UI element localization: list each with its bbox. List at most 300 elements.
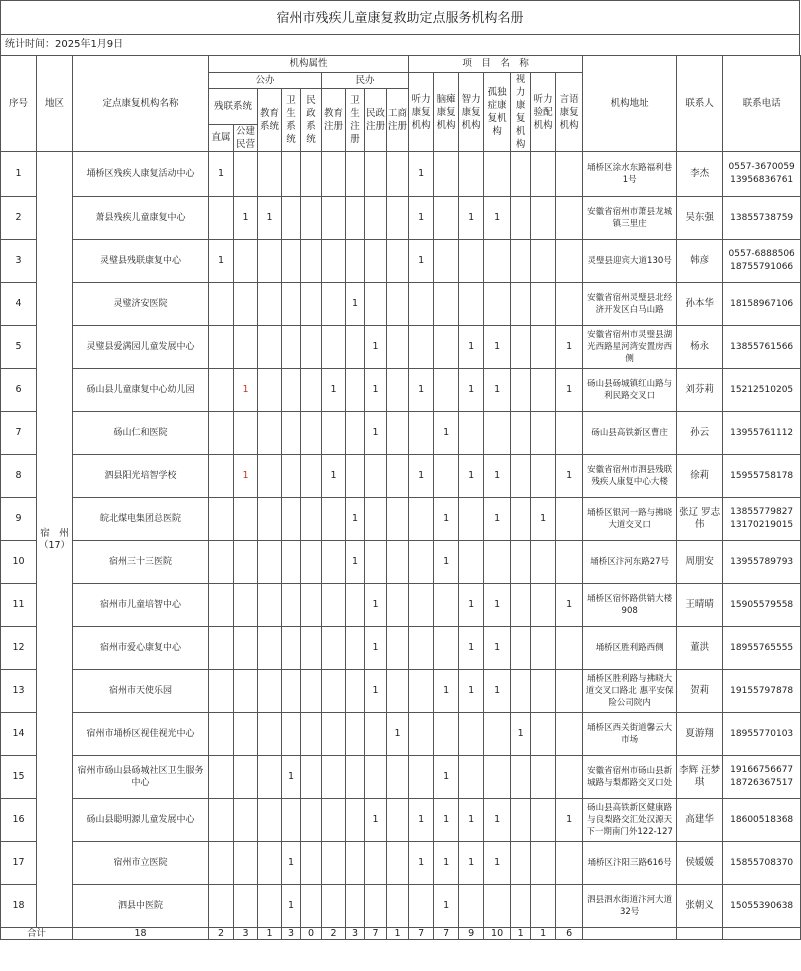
cell-attr <box>322 152 346 197</box>
cell-attr <box>209 670 234 713</box>
header-gongjian: 公建民营 <box>234 125 258 152</box>
cell-attr <box>234 842 258 885</box>
cell-attr <box>387 412 409 455</box>
cell-project <box>484 240 511 283</box>
cell-project <box>531 670 556 713</box>
phone-line-1: 18158967106 <box>730 298 794 309</box>
cell-project: 1 <box>484 842 511 885</box>
cell-attr <box>282 455 301 498</box>
cell-seq: 18 <box>1 885 37 928</box>
cell-project <box>531 152 556 197</box>
cell-attr <box>301 369 322 412</box>
cell-attr <box>301 627 322 670</box>
table-row <box>1 885 801 928</box>
cell-project: 1 <box>459 799 484 842</box>
cell-attr <box>387 240 409 283</box>
cell-project <box>459 240 484 283</box>
cell-seq: 6 <box>1 369 37 412</box>
table-row <box>1 283 801 326</box>
cell-attr: 1 <box>234 197 258 240</box>
cell-attr <box>346 842 365 885</box>
header-p-civil: 民政注册 <box>365 89 387 152</box>
cell-project <box>556 670 583 713</box>
cell-address: 埇桥区汴阳三路616号 <box>583 842 677 885</box>
cell-seq: 2 <box>1 197 37 240</box>
cell-project: 1 <box>556 799 583 842</box>
cell-attr <box>346 412 365 455</box>
cell-project <box>409 584 434 627</box>
cell-project <box>511 799 531 842</box>
cell-project <box>409 412 434 455</box>
cell-institution-name: 砀山仁和医院 <box>73 412 209 455</box>
cell-attr <box>387 885 409 928</box>
cell-contact: 贺莉 <box>677 670 723 713</box>
cell-attr <box>209 541 234 584</box>
phone-line-2: 18726367517 <box>730 778 794 788</box>
total-project: 9 <box>459 928 484 940</box>
cell-project <box>484 283 511 326</box>
cell-attr: 1 <box>365 670 387 713</box>
cell-project <box>459 412 484 455</box>
cell-attr <box>322 670 346 713</box>
cell-attr <box>301 412 322 455</box>
cell-project <box>511 152 531 197</box>
table-row <box>1 498 801 541</box>
header-vision: 视力康复机构 <box>511 73 531 152</box>
cell-attr <box>387 799 409 842</box>
cell-institution-name: 泗县中医院 <box>73 885 209 928</box>
cell-attr <box>258 240 282 283</box>
cell-attr <box>234 412 258 455</box>
cell-attr <box>346 369 365 412</box>
cell-attr <box>282 627 301 670</box>
cell-phone <box>723 240 801 283</box>
header-intel: 智力康复机构 <box>459 73 484 152</box>
cell-project <box>511 842 531 885</box>
cell-attr: 1 <box>209 240 234 283</box>
cell-attr <box>346 326 365 369</box>
stat-time: 统计时间：2025年1月9日 <box>0 35 800 55</box>
cell-phone <box>723 498 801 541</box>
cell-project <box>484 885 511 928</box>
table-row <box>1 842 801 885</box>
cell-institution-name: 宿州市儿童培智中心 <box>73 584 209 627</box>
cell-contact: 吴东强 <box>677 197 723 240</box>
header-cdpf: 残联系统 <box>209 89 258 125</box>
cell-attr <box>234 756 258 799</box>
cell-contact: 夏游翔 <box>677 713 723 756</box>
cell-attr <box>301 541 322 584</box>
cell-project <box>484 412 511 455</box>
cell-project: 1 <box>484 326 511 369</box>
cell-contact: 高建华 <box>677 799 723 842</box>
cell-project <box>531 584 556 627</box>
cell-institution-name: 灵璧县残联康复中心 <box>73 240 209 283</box>
cell-attr <box>301 885 322 928</box>
cell-address: 埇桥区涂水东路福利巷1号 <box>583 152 677 197</box>
cell-seq: 3 <box>1 240 37 283</box>
cell-project <box>531 713 556 756</box>
cell-project: 1 <box>459 197 484 240</box>
total-attr: 1 <box>258 928 282 940</box>
cell-attr <box>387 197 409 240</box>
cell-attr <box>387 627 409 670</box>
cell-project: 1 <box>459 842 484 885</box>
cell-attr <box>365 885 387 928</box>
header-cp: 脑瘫康复机构 <box>434 73 459 152</box>
cell-project <box>511 756 531 799</box>
total-attr: 0 <box>301 928 322 940</box>
cell-attr <box>387 455 409 498</box>
cell-seq: 12 <box>1 627 37 670</box>
cell-project <box>531 326 556 369</box>
cell-attr: 1 <box>387 713 409 756</box>
cell-attr <box>322 498 346 541</box>
cell-address: 砀山县高铁新区曹庄 <box>583 412 677 455</box>
cell-attr <box>365 283 387 326</box>
cell-project <box>459 283 484 326</box>
table-row <box>1 326 801 369</box>
cell-institution-name: 宿州三十三医院 <box>73 541 209 584</box>
cell-attr <box>258 369 282 412</box>
cell-attr <box>322 799 346 842</box>
cell-address: 埇桥区宿怀路供销大楼908 <box>583 584 677 627</box>
cell-attr <box>282 197 301 240</box>
cell-attr <box>322 627 346 670</box>
cell-attr <box>258 541 282 584</box>
cell-phone <box>723 799 801 842</box>
cell-project <box>556 152 583 197</box>
cell-attr <box>346 455 365 498</box>
cell-phone <box>723 627 801 670</box>
cell-project: 1 <box>484 369 511 412</box>
cell-project <box>434 713 459 756</box>
cell-seq: 1 <box>1 152 37 197</box>
cell-attr <box>258 584 282 627</box>
cell-attr <box>234 498 258 541</box>
cell-contact: 王晴晴 <box>677 584 723 627</box>
phone-line-1: 13855779827 <box>730 507 794 517</box>
header-attr: 机构属性 <box>209 56 409 73</box>
phone-line-1: 15212510205 <box>730 384 794 395</box>
cell-attr <box>346 756 365 799</box>
cell-attr <box>387 326 409 369</box>
cell-attr <box>282 713 301 756</box>
cell-contact: 李杰 <box>677 152 723 197</box>
cell-project <box>531 799 556 842</box>
header-private: 民办 <box>322 73 409 89</box>
phone-line-1: 18600518368 <box>730 814 794 825</box>
cell-seq: 8 <box>1 455 37 498</box>
cell-project <box>556 885 583 928</box>
cell-attr <box>282 412 301 455</box>
cell-attr: 1 <box>234 455 258 498</box>
cell-project: 1 <box>556 369 583 412</box>
table-row <box>1 541 801 584</box>
cell-project: 1 <box>484 498 511 541</box>
cell-seq: 7 <box>1 412 37 455</box>
cell-project <box>409 498 434 541</box>
total-attr: 2 <box>322 928 346 940</box>
cell-project <box>434 283 459 326</box>
cell-attr <box>234 885 258 928</box>
cell-project <box>556 627 583 670</box>
cell-attr <box>258 326 282 369</box>
cell-project <box>434 627 459 670</box>
cell-project <box>511 885 531 928</box>
cell-project: 1 <box>409 455 434 498</box>
table-row <box>1 152 801 197</box>
cell-project <box>556 197 583 240</box>
cell-contact: 韩彦 <box>677 240 723 283</box>
cell-attr <box>282 240 301 283</box>
header-seq: 序号 <box>1 56 37 152</box>
cell-attr <box>282 670 301 713</box>
table-row <box>1 455 801 498</box>
cell-project <box>511 584 531 627</box>
cell-seq: 9 <box>1 498 37 541</box>
cell-attr <box>387 152 409 197</box>
cell-project <box>531 197 556 240</box>
cell-attr <box>322 412 346 455</box>
cell-phone <box>723 756 801 799</box>
cell-attr <box>209 498 234 541</box>
phone-line-2: 18755791066 <box>730 262 794 272</box>
cell-attr <box>301 152 322 197</box>
header-phone: 联系电话 <box>723 56 801 152</box>
cell-institution-name: 宿州市立医院 <box>73 842 209 885</box>
total-project: 6 <box>556 928 583 940</box>
cell-institution-name: 宿州市天使乐园 <box>73 670 209 713</box>
phone-line-1: 15905579558 <box>730 599 794 610</box>
cell-seq: 13 <box>1 670 37 713</box>
cell-attr <box>209 713 234 756</box>
cell-project <box>531 455 556 498</box>
cell-institution-name: 砀山县儿童康复中心幼儿园 <box>73 369 209 412</box>
cell-project: 1 <box>434 756 459 799</box>
cell-project: 1 <box>484 627 511 670</box>
cell-attr <box>301 842 322 885</box>
cell-attr <box>258 152 282 197</box>
total-label: 合计 <box>1 928 73 940</box>
cell-attr <box>301 326 322 369</box>
cell-phone <box>723 412 801 455</box>
cell-attr <box>209 369 234 412</box>
cell-attr <box>322 756 346 799</box>
cell-project: 1 <box>434 842 459 885</box>
cell-phone <box>723 842 801 885</box>
cell-attr: 1 <box>365 326 387 369</box>
cell-project <box>556 842 583 885</box>
cell-project <box>511 283 531 326</box>
cell-institution-name: 宿州市砀山县砀城社区卫生服务中心 <box>73 756 209 799</box>
cell-project <box>511 326 531 369</box>
document-title: 宿州市残疾儿童康复救助定点服务机构名册 <box>0 0 800 35</box>
cell-attr <box>282 498 301 541</box>
cell-attr <box>301 498 322 541</box>
cell-attr <box>387 498 409 541</box>
header-p-edu: 教育注册 <box>322 89 346 152</box>
cell-project <box>511 197 531 240</box>
cell-attr <box>209 283 234 326</box>
header-address: 机构地址 <box>583 56 677 152</box>
cell-phone <box>723 283 801 326</box>
cell-attr <box>322 713 346 756</box>
phone-line-1: 15855708370 <box>730 857 794 868</box>
cell-address: 安徽省宿州市泗县残联残疾人康复中心大楼 <box>583 455 677 498</box>
phone-line-1: 0557-3670059 <box>728 162 795 172</box>
cell-attr <box>234 240 258 283</box>
cell-project: 1 <box>511 713 531 756</box>
cell-attr <box>346 799 365 842</box>
cell-project: 1 <box>484 799 511 842</box>
cell-institution-name: 砀山县聪明源儿童发展中心 <box>73 799 209 842</box>
header-p-health: 卫生注册 <box>346 89 365 152</box>
cell-attr <box>258 283 282 326</box>
header-name: 定点康复机构名称 <box>73 56 209 152</box>
cell-address: 埇桥区胜利路西侧 <box>583 627 677 670</box>
cell-attr <box>322 584 346 627</box>
phone-line-1: 0557-6888506 <box>728 249 795 259</box>
cell-address: 埇桥区胜利路与拂晓大道交叉口路北 惠平安保险公司院内 <box>583 670 677 713</box>
cell-project: 1 <box>459 627 484 670</box>
cell-contact: 张辽 罗志伟 <box>677 498 723 541</box>
cell-attr <box>346 885 365 928</box>
cell-project: 1 <box>409 842 434 885</box>
cell-attr: 1 <box>322 369 346 412</box>
cell-attr <box>301 713 322 756</box>
cell-project <box>409 713 434 756</box>
cell-project <box>409 756 434 799</box>
cell-institution-name: 宿州市爱心康复中心 <box>73 627 209 670</box>
cell-attr: 1 <box>346 541 365 584</box>
cell-contact: 杨永 <box>677 326 723 369</box>
phone-line-1: 13855761566 <box>730 341 794 352</box>
total-project: 7 <box>409 928 434 940</box>
cell-attr <box>365 498 387 541</box>
header-aid: 听力验配机构 <box>531 73 556 152</box>
cell-attr <box>234 627 258 670</box>
cell-phone <box>723 541 801 584</box>
cell-attr <box>234 670 258 713</box>
cell-project: 1 <box>409 152 434 197</box>
cell-attr <box>258 670 282 713</box>
cell-attr <box>322 885 346 928</box>
cell-project: 1 <box>459 326 484 369</box>
cell-contact: 徐莉 <box>677 455 723 498</box>
cell-project: 1 <box>434 799 459 842</box>
cell-attr <box>346 197 365 240</box>
cell-attr <box>234 541 258 584</box>
cell-institution-name: 萧县残疾儿童康复中心 <box>73 197 209 240</box>
cell-attr <box>258 842 282 885</box>
header-public: 公办 <box>209 73 322 89</box>
cell-contact: 孙云 <box>677 412 723 455</box>
cell-seq: 17 <box>1 842 37 885</box>
cell-attr: 1 <box>346 498 365 541</box>
cell-attr: 1 <box>234 369 258 412</box>
header-health: 卫生系统 <box>282 89 301 152</box>
cell-attr <box>234 152 258 197</box>
cell-attr <box>365 197 387 240</box>
cell-project <box>531 885 556 928</box>
cell-attr <box>301 197 322 240</box>
cell-address: 埇桥区西关街道馨云大市场 <box>583 713 677 756</box>
cell-institution-name: 泗县阳光培智学校 <box>73 455 209 498</box>
cell-attr <box>301 799 322 842</box>
cell-project <box>511 541 531 584</box>
cell-project: 1 <box>556 326 583 369</box>
total-attr: 3 <box>234 928 258 940</box>
cell-project <box>556 713 583 756</box>
cell-attr <box>258 756 282 799</box>
cell-attr <box>301 584 322 627</box>
header-direct: 直属 <box>209 125 234 152</box>
phone-line-1: 13855738759 <box>730 212 794 223</box>
cell-attr: 1 <box>365 584 387 627</box>
cell-project <box>511 369 531 412</box>
total-count: 18 <box>73 928 209 940</box>
cell-project: 1 <box>409 799 434 842</box>
cell-attr <box>234 584 258 627</box>
cell-project <box>409 670 434 713</box>
cell-project: 1 <box>409 369 434 412</box>
cell-attr <box>365 240 387 283</box>
table-row <box>1 412 801 455</box>
cell-attr: 1 <box>365 412 387 455</box>
cell-address: 埇桥区汴河东路27号 <box>583 541 677 584</box>
cell-contact: 张朝义 <box>677 885 723 928</box>
institution-table <box>0 55 801 940</box>
cell-project <box>556 498 583 541</box>
cell-phone <box>723 584 801 627</box>
cell-attr <box>234 283 258 326</box>
cell-project <box>434 369 459 412</box>
cell-project <box>459 498 484 541</box>
total-project: 7 <box>434 928 459 940</box>
cell-attr <box>387 756 409 799</box>
cell-project: 1 <box>459 369 484 412</box>
header-edu: 教育系统 <box>258 89 282 152</box>
cell-project <box>459 541 484 584</box>
cell-project <box>531 756 556 799</box>
cell-project <box>409 283 434 326</box>
cell-address: 砀山县砀城镇红山路与利民路交叉口 <box>583 369 677 412</box>
cell-attr: 1 <box>365 799 387 842</box>
cell-project: 1 <box>409 197 434 240</box>
cell-seq: 14 <box>1 713 37 756</box>
table-row <box>1 756 801 799</box>
cell-attr <box>209 326 234 369</box>
cell-attr: 1 <box>209 152 234 197</box>
cell-contact: 侯媛媛 <box>677 842 723 885</box>
cell-seq: 15 <box>1 756 37 799</box>
total-empty <box>723 928 801 940</box>
cell-contact: 董洪 <box>677 627 723 670</box>
cell-project <box>409 627 434 670</box>
cell-project: 1 <box>459 670 484 713</box>
phone-line-1: 13955761112 <box>730 427 794 438</box>
table-row <box>1 670 801 713</box>
cell-project: 1 <box>434 670 459 713</box>
cell-attr <box>209 412 234 455</box>
cell-project <box>511 412 531 455</box>
table-row <box>1 369 801 412</box>
phone-line-2: 13170219015 <box>730 520 794 530</box>
total-empty <box>677 928 723 940</box>
cell-contact: 孙本华 <box>677 283 723 326</box>
cell-phone <box>723 713 801 756</box>
